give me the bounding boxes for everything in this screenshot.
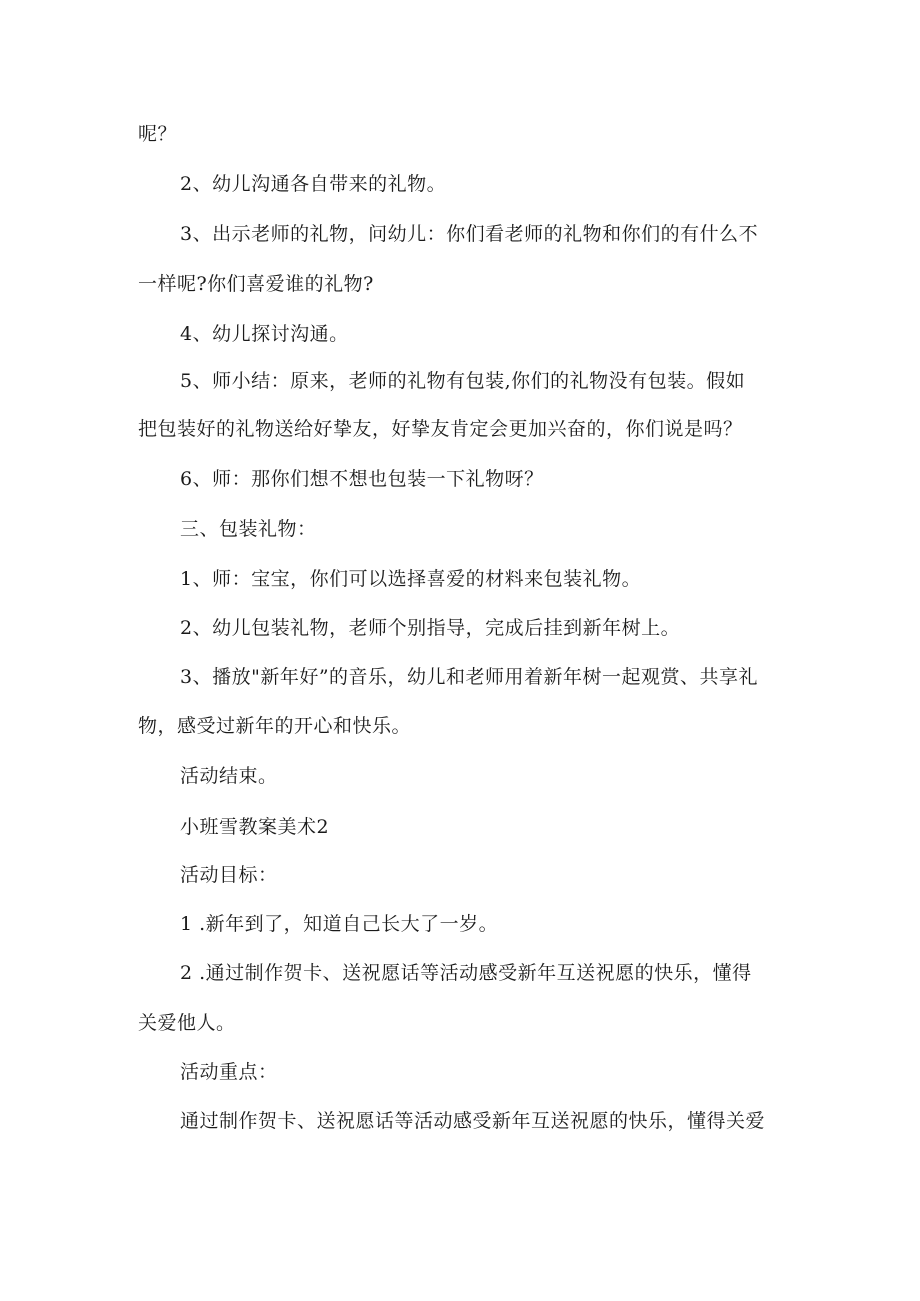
text-line: 活动结束。 (180, 765, 278, 787)
section-heading: 三、包装礼物： (180, 518, 317, 540)
section-title: 小班雪教案美术2 (180, 816, 330, 838)
text-line: 关爱他人。 (138, 1012, 236, 1034)
section-heading: 活动目标： (180, 864, 278, 886)
text-line: 2、幼儿沟通各自带来的礼物。 (180, 173, 447, 195)
text-line: 一样呢?你们喜爱谁的礼物? (138, 273, 374, 295)
text-line: 物，感受过新年的开心和快乐。 (138, 715, 412, 737)
section-heading: 活动重点： (180, 1061, 278, 1083)
text-line: 呢？ (138, 123, 178, 145)
text-line: 3、播放"新年好”的音乐，幼儿和老师用着新年树一起观赏、共享礼 (180, 666, 759, 688)
text-line: 2、幼儿包装礼物，老师个别指导，完成后挂到新年树上。 (180, 617, 681, 639)
text-line: 4、幼儿探讨沟通。 (180, 323, 349, 345)
text-line: 6、师：那你们想不想也包装一下礼物呀？ (180, 468, 544, 490)
text-line: 把包装好的礼物送给好挚友，好挚友肯定会更加兴奋的，你们说是吗？ (138, 418, 743, 440)
text-line: 1 .新年到了，知道自己长大了一岁。 (180, 913, 499, 935)
text-line: 1、师：宝宝，你们可以选择喜爱的材料来包装礼物。 (180, 568, 642, 590)
text-line: 通过制作贺卡、送祝愿话等活动感受新年互送祝愿的快乐，懂得关爱 (180, 1110, 766, 1132)
text-line: 5、师小结：原来，老师的礼物有包装,你们的礼物没有包装。假如 (180, 370, 746, 392)
text-line: 2 .通过制作贺卡、送祝愿话等活动感受新年互送祝愿的快乐，懂得 (180, 962, 752, 984)
text-line: 3、出示老师的礼物，问幼儿：你们看老师的礼物和你们的有什么不 (180, 223, 759, 245)
